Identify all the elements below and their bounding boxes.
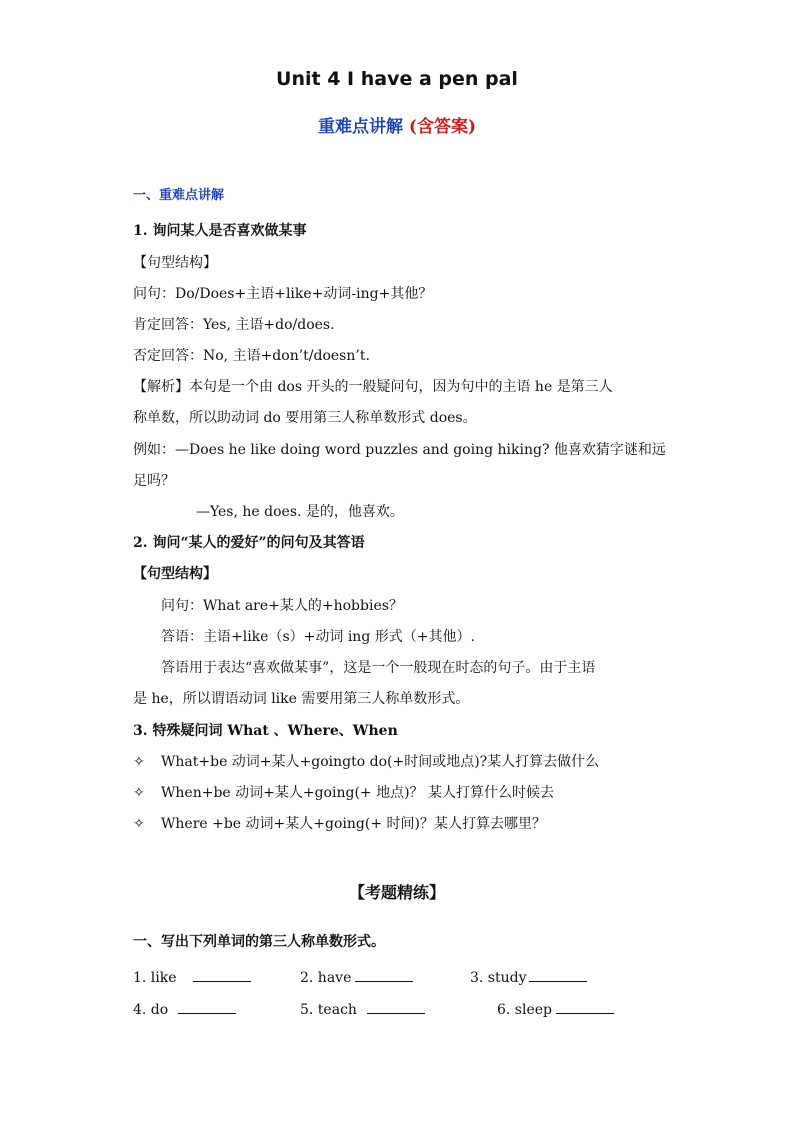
point2-structure-label: 【句型结构】	[133, 566, 217, 582]
answer-blank[interactable]	[529, 968, 587, 982]
practice-question1-heading: 一、写出下列单词的第三人称单数形式。	[133, 934, 385, 950]
subtitle-answer-note: (含答案)	[408, 117, 476, 137]
point1-structure-label: 【句型结构】	[133, 255, 217, 271]
page-title: Unit 4 I have a pen pal	[276, 68, 518, 90]
exercise-item-4	[133, 1000, 236, 1020]
point1-example-answer: —Yes, he does. 是的，他喜欢。	[196, 504, 404, 520]
point1-example-line1: 例如：—Does he like doing word puzzles and going hiking? 他喜欢猜字谜和远	[133, 442, 666, 458]
exercise-word: 2. have	[300, 970, 352, 986]
exercise-word: 1. like	[133, 970, 177, 986]
point1-analysis-line2: 称单数，所以助动词 do 要用第三人称单数形式 does。	[133, 410, 477, 426]
point3-item-where: Where +be 动词+某人+going(+ 时间)？某人打算去哪里？	[161, 816, 546, 832]
list-item	[133, 752, 599, 772]
answer-blank[interactable]	[355, 968, 413, 982]
answer-blank[interactable]	[178, 1000, 236, 1014]
diamond-bullet-icon: ✧	[133, 785, 145, 801]
point1-positive-answer: 肯定回答：Yes, 主语+do/does.	[133, 317, 335, 333]
exercise-item-2	[300, 968, 413, 988]
point1-heading: 1. 询问某人是否喜欢做某事	[133, 223, 307, 239]
point1-negative-answer: 否定回答：No, 主语+don’t/doesn’t.	[133, 348, 370, 364]
point2-heading: 2. 询问“某人的爱好”的问句及其答语	[133, 535, 365, 551]
exercise-word: 6. sleep	[497, 1002, 553, 1018]
answer-blank[interactable]	[556, 1000, 614, 1014]
point1-example-line2: 足吗？	[133, 473, 175, 489]
point1-analysis-line1: 【解析】本句是一个由 dos 开头的一般疑问句，因为句中的主语 he 是第三人	[133, 379, 613, 395]
answer-blank[interactable]	[367, 1000, 425, 1014]
answer-blank[interactable]	[193, 968, 251, 982]
diamond-bullet-icon: ✧	[133, 816, 145, 832]
exercise-item-3	[470, 968, 587, 988]
exercise-word: 3. study	[470, 970, 527, 986]
point2-note-line1: 答语用于表达“喜欢做某事”，这是一个一般现在时态的句子。由于主语	[161, 660, 596, 676]
page-subtitle	[0, 112, 794, 137]
exercise-word: 5. teach	[300, 1002, 357, 1018]
diamond-bullet-icon: ✧	[133, 754, 145, 770]
point2-answer: 答语：主语+like（s）+动词 ing 形式（+其他）.	[161, 629, 475, 645]
exercise-item-1	[133, 968, 251, 988]
practice-heading: 【考题精练】	[348, 883, 445, 902]
point2-question: 问句：What are+某人的+hobbies？	[161, 598, 403, 614]
exercise-item-6	[497, 1000, 614, 1020]
section-heading-key-points: 一、重难点讲解	[133, 188, 225, 203]
exercise-word: 4. do	[133, 1002, 169, 1018]
point3-heading: 3. 特殊疑问词 What 、Where、When	[133, 723, 398, 739]
point2-note-line2: 是 he，所以谓语动词 like 需要用第三人称单数形式。	[133, 691, 470, 707]
subtitle-main: 重难点讲解	[317, 117, 403, 137]
exercise-item-5	[300, 1000, 425, 1020]
point3-item-what: What+be 动词+某人+goingto do(+时间或地点)?某人打算去做什么	[161, 754, 600, 770]
list-item	[133, 814, 546, 834]
list-item	[133, 783, 554, 803]
point1-question: 问句：Do/Does+主语+like+动词-ing+其他？	[133, 286, 433, 302]
point3-item-when: When+be 动词+某人+going(+ 地点)？ 某人打算什么时候去	[161, 785, 554, 801]
